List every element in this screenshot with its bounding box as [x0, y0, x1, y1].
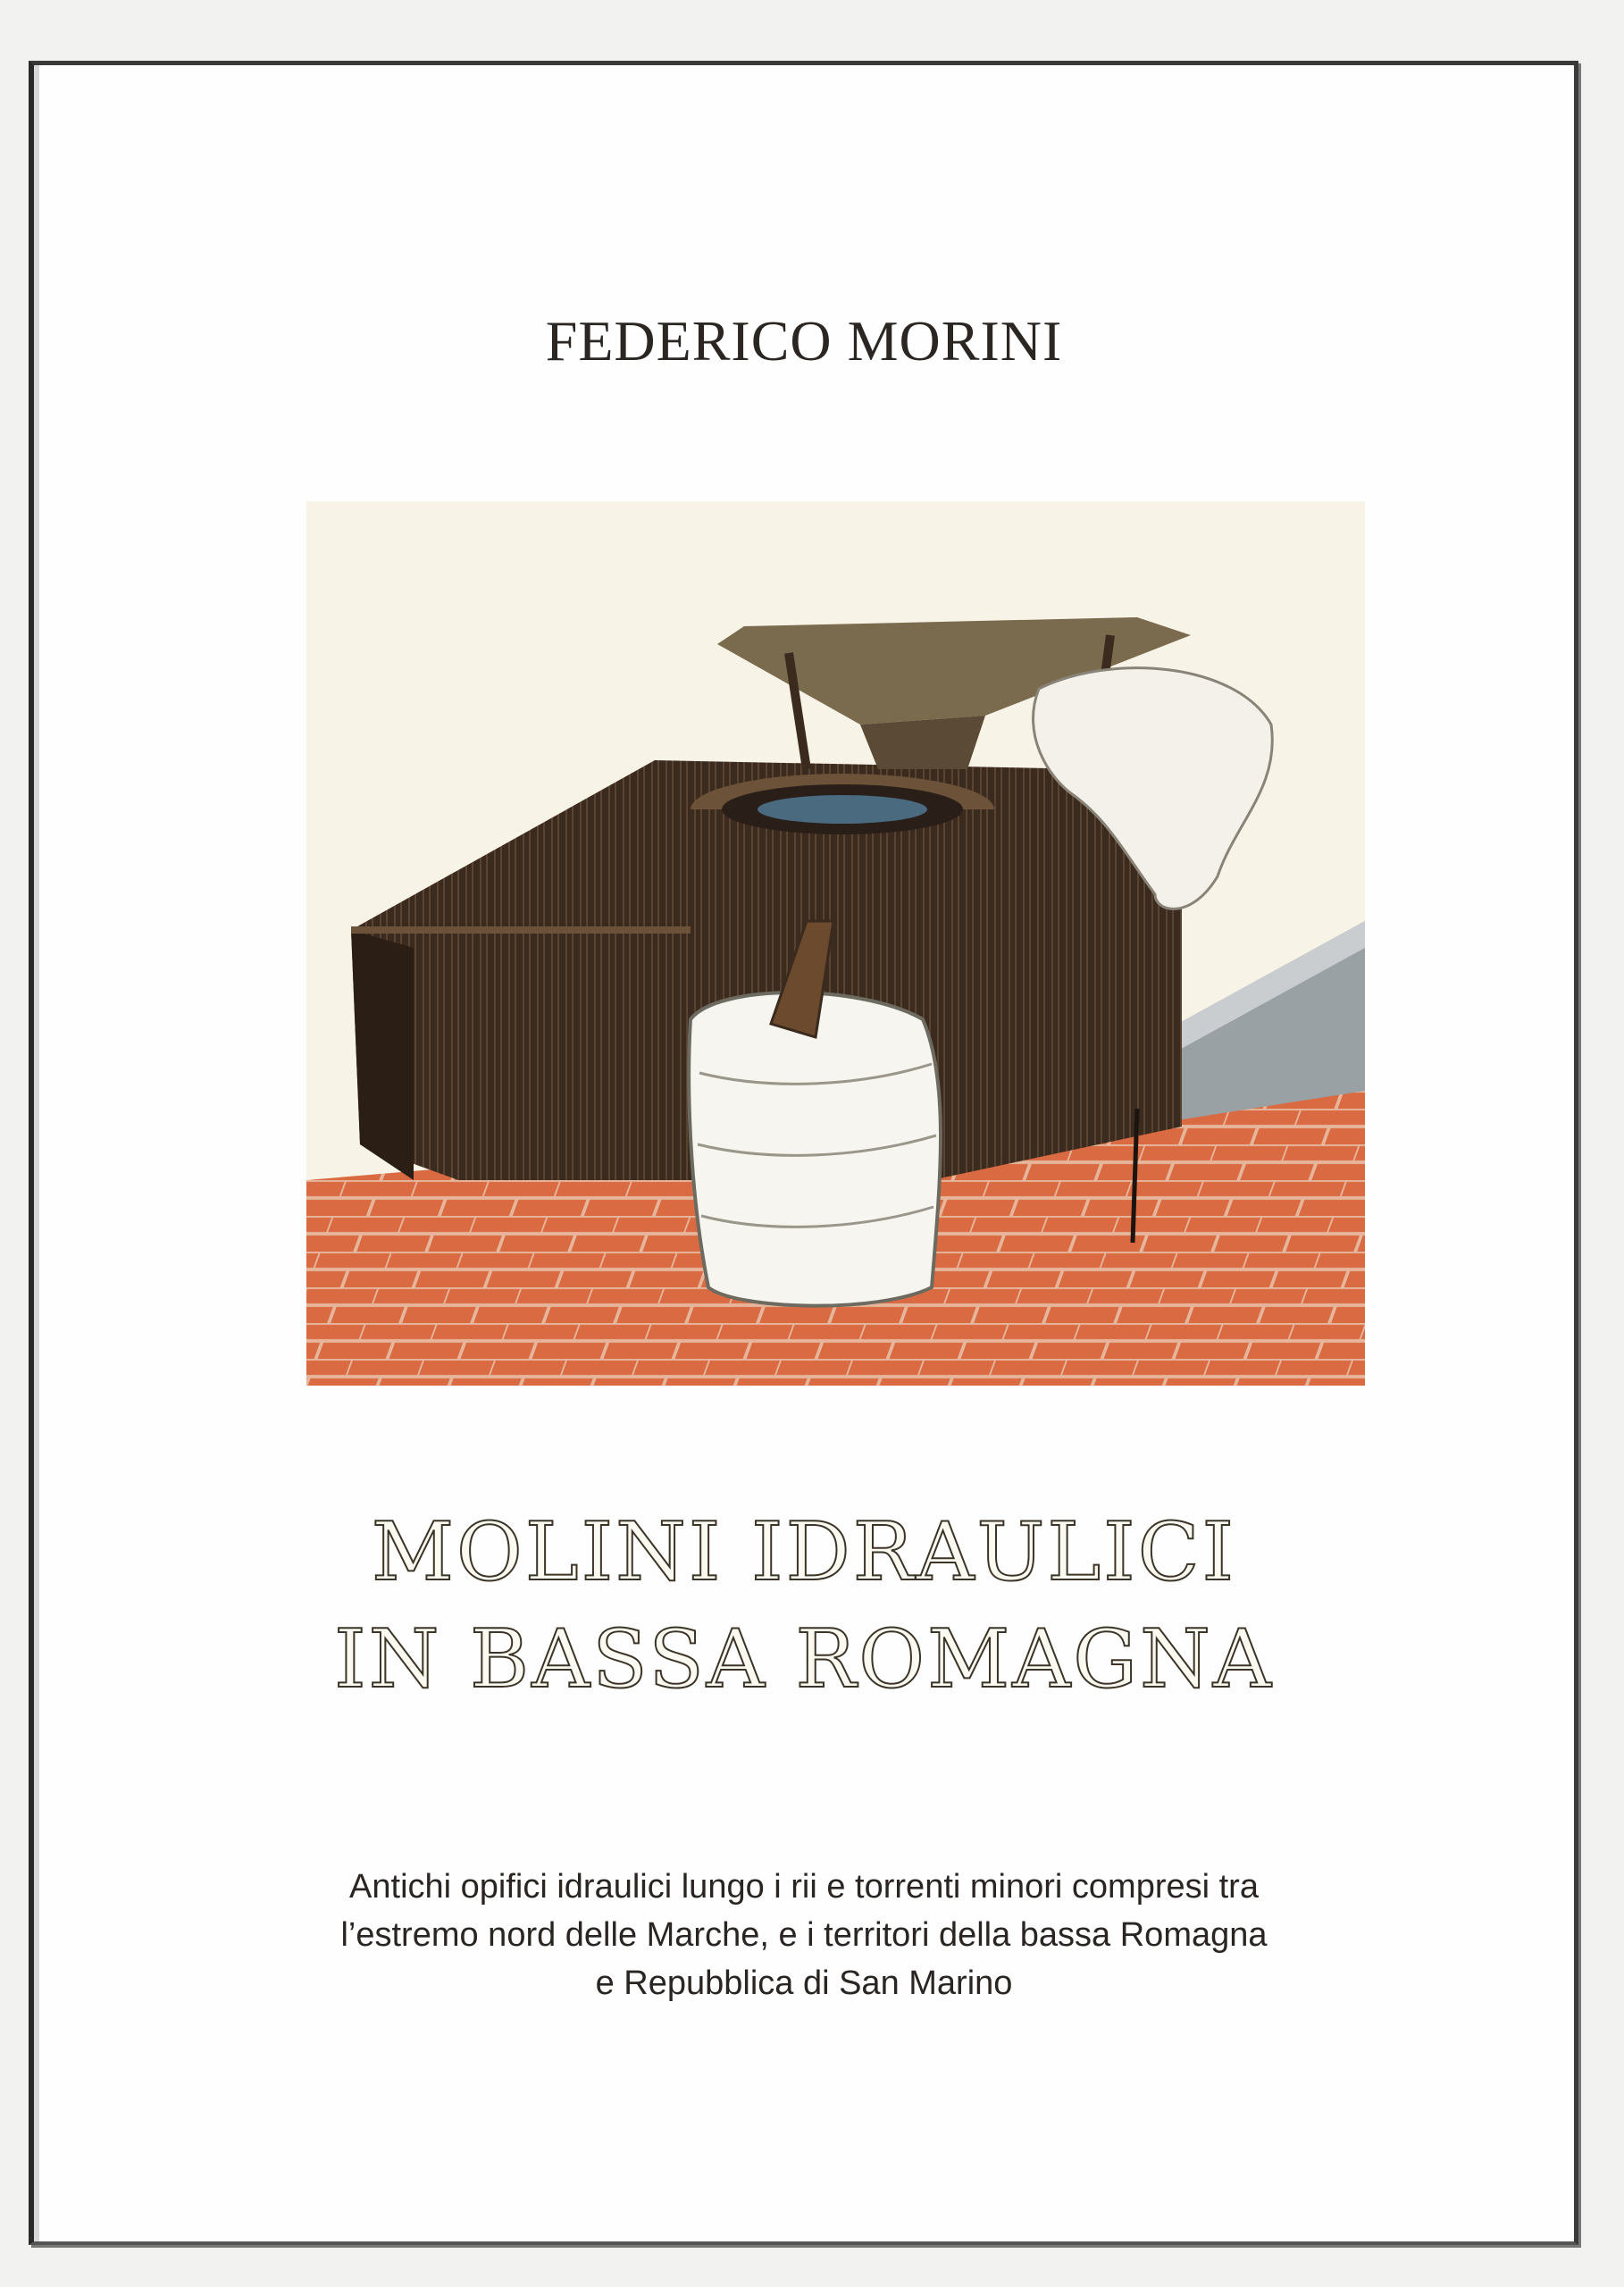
- book-title: [34, 1499, 1574, 1713]
- mill-illustration: [306, 501, 1365, 1386]
- title-line-2: IN BASSA ROMAGNA: [334, 1613, 1274, 1706]
- book-subtitle: [34, 1863, 1574, 2007]
- book-cover: [29, 61, 1578, 2245]
- title-line-1: MOLINI IDRAULICI: [371, 1505, 1237, 1599]
- subtitle-line-2: l’estremo nord delle Marche, e i territori della bassa Romagna: [340, 1916, 1268, 1954]
- subtitle-line-1: Antichi opifici idraulici lungo i rii e torrenti minori compresi tra: [349, 1868, 1259, 1906]
- author-name: FEDERICO MORINI: [545, 309, 1063, 373]
- cover-illustration: [306, 501, 1365, 1386]
- subtitle-line-3: e Repubblica di San Marino: [595, 1964, 1013, 2002]
